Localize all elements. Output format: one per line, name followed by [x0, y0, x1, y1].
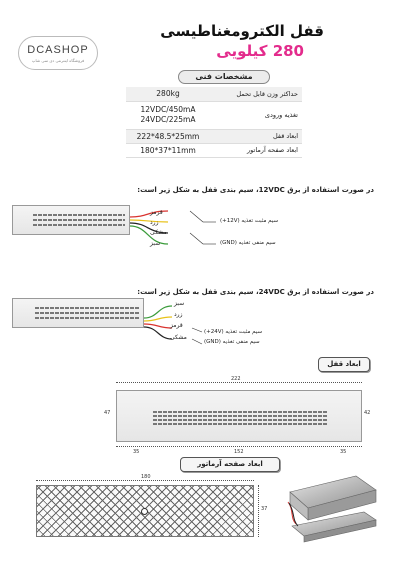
- specs-tab: مشخصات فنی: [178, 70, 270, 84]
- wiring-12v-heading: در صورت استفاده از برق 12VDC، سیم بندی قفل به شکل زیر است:: [137, 186, 374, 194]
- armature-tab: ابعاد صفحه آرماتور: [180, 457, 280, 472]
- spec-row: [126, 143, 302, 157]
- wires-12v: [128, 205, 218, 255]
- wire-gnd-12v-desc: سیم منفی تغذیه (GND): [220, 240, 276, 246]
- spec-value: 280kg: [156, 89, 180, 99]
- spec-key: حداکثر وزن قابل تحمل: [236, 89, 298, 98]
- dim-height-2: 42: [364, 410, 371, 416]
- product-photo: [286, 472, 380, 554]
- spec-value-12v: 12VDC/450mA: [140, 105, 196, 114]
- wire-red-label: قرمز: [150, 209, 163, 216]
- spec-row: [126, 87, 302, 101]
- wire-red-label: قرمز: [170, 322, 183, 329]
- logo-text: DCASHOP: [27, 43, 89, 56]
- logo-subtext: فروشگاه اینترنتی دی سی شاپ: [31, 57, 85, 63]
- dim-middle: 152: [234, 449, 244, 455]
- dcashop-logo: [18, 36, 98, 70]
- wire-plus-24v-desc: سیم مثبت تغذیه (24V+): [204, 329, 263, 335]
- spec-row: [126, 129, 302, 143]
- armature-height-line: [258, 485, 259, 537]
- armature-length-line: [36, 480, 254, 481]
- lock-dims-drawing: [116, 390, 362, 442]
- armature-length: 180: [141, 474, 151, 480]
- specs-table: [126, 87, 302, 158]
- spec-key: ابعاد قفل: [272, 132, 298, 140]
- spec-key: تغذیه ورودی: [264, 111, 298, 119]
- page-subtitle: 280 کیلویی: [216, 42, 304, 60]
- wire-yellow-label: زرد: [174, 311, 183, 318]
- wiring-24v-heading: در صورت استفاده از برق 24VDC، سیم بندی قفل به شکل زیر است:: [137, 288, 374, 296]
- dim-line-bottom: [116, 446, 362, 447]
- dim-height: 47: [104, 410, 111, 416]
- wire-green-label: سبز: [174, 300, 185, 307]
- dim-right: 35: [340, 449, 347, 455]
- spec-row: [126, 101, 302, 129]
- wire-black-label: مشکی: [170, 334, 187, 341]
- dim-line-length: [116, 382, 362, 383]
- armature-plate: [36, 485, 254, 537]
- spec-key: ابعاد صفحه آرماتور: [247, 146, 298, 154]
- dim-left: 35: [133, 449, 140, 455]
- dim-length: 222: [231, 376, 241, 382]
- wire-gnd-24v-desc: سیم منفی تغذیه (GND): [204, 339, 260, 345]
- wire-plus-12v-desc: سیم مثبت تغذیه (12V+): [220, 218, 279, 224]
- lock-body-24v: [12, 298, 144, 328]
- armature-hole: [141, 508, 148, 515]
- wire-green-label: سبز: [150, 240, 161, 247]
- wire-black-label: مشکی: [150, 229, 167, 236]
- wire-yellow-label: زرد: [150, 219, 159, 226]
- spec-value: 180*37*11mm: [140, 145, 196, 155]
- page-title: قفل الکترومغناطیسی: [160, 22, 324, 40]
- spec-value: [126, 101, 210, 129]
- lock-dims-tab: ابعاد قفل: [318, 357, 370, 372]
- spec-value-24v: 24VDC/225mA: [140, 115, 196, 124]
- armature-height: 37: [261, 506, 268, 512]
- spec-value: 222*48.5*25mm: [136, 131, 200, 141]
- lock-body-12v: [12, 205, 130, 235]
